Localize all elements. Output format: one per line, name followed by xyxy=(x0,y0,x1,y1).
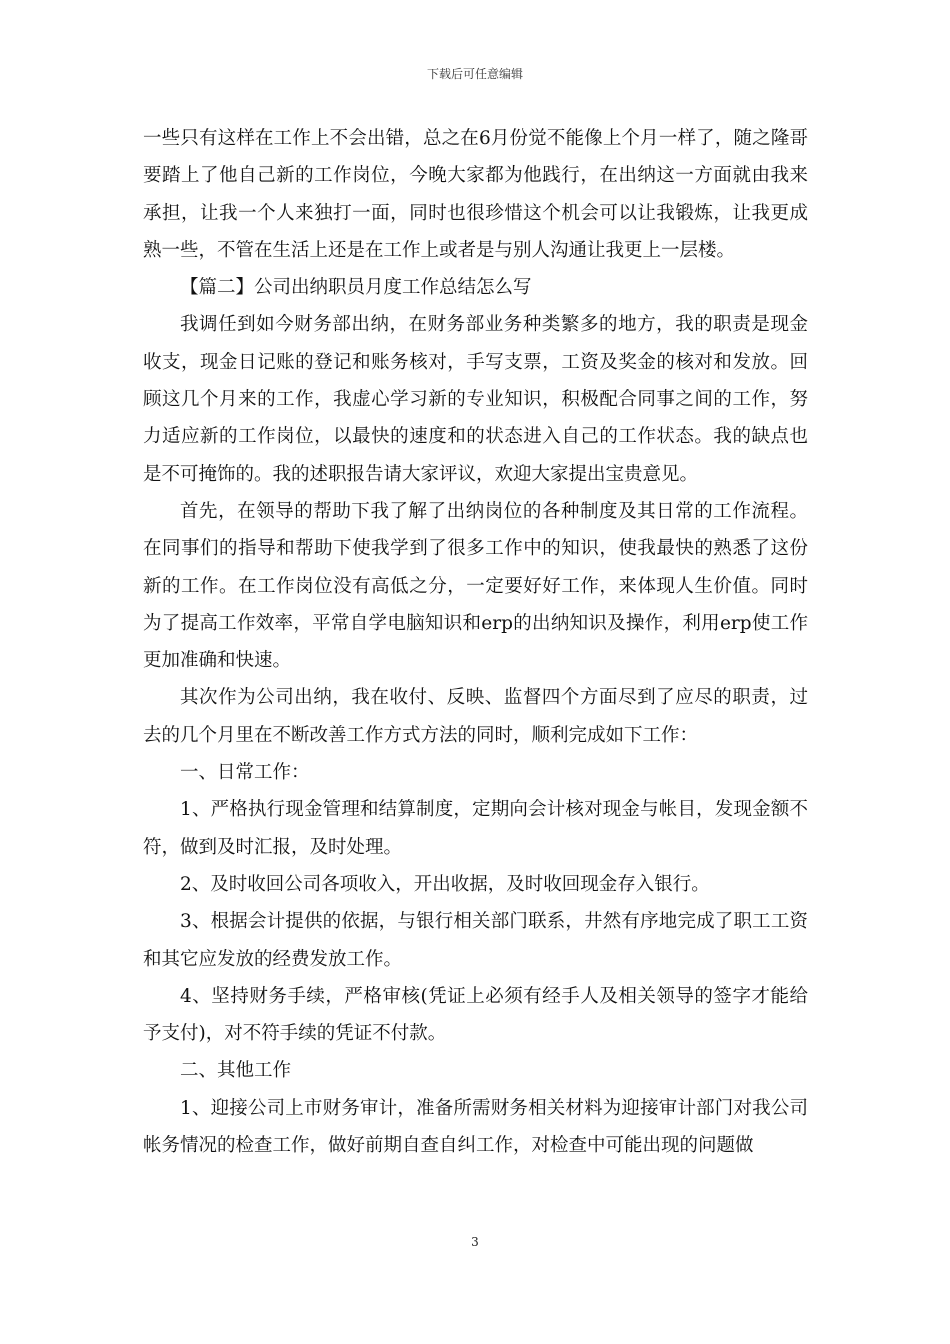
list-item: 1、严格执行现金管理和结算制度，定期向会计核对现金与帐目，发现金额不符，做到及时汇报，及时处理。 xyxy=(143,799,808,858)
section-heading: 【篇二】公司出纳职员月度工作总结怎么写 xyxy=(180,277,532,299)
page-number: 3 xyxy=(471,1235,479,1249)
list-item: 4、坚持财务手续，严格审核(凭证上必须有经手人及相关领导的签字才能给予支付)，对不符手续的凭证不付款。 xyxy=(143,985,808,1045)
paragraph: 其次作为公司出纳，我在收付、反映、监督四个方面尽到了应尽的职责，过去的几个月里在不断改善工作方式方法的同时，顺利完成如下工作： xyxy=(143,687,808,746)
document-body xyxy=(143,120,808,1164)
paragraph: 我调任到如今财务部出纳，在财务部业务种类繁多的地方，我的职责是现金收支，现金日记账的登记和账务核对，手写支票，工资及奖金的核对和发放。回顾这几个月来的工作，我虚心学习新的专业知识，积极配合同事之间的工作，努力适应新的工作岗位，以最快的速度和的状态进入自己的工作状态。我的缺点也是不可掩饰的。我的述职报告请大家评议，欢迎大家提出宝贵意见。 xyxy=(143,314,808,485)
paragraph-continuation: 一些只有这样在工作上不会出错，总之在6月份觉不能像上个月一样了，随之隆哥要踏上了他自己新的工作岗位，今晚大家都为他践行，在出纳这一方面就由我来承担，让我一个人来独打一面，同时也很珍惜这个机会可以让我锻炼，让我更成熟一些，不管在生活上还是在工作上或者是与别人沟通让我更上一层楼。 xyxy=(143,128,808,261)
subsection-heading: 二、其他工作 xyxy=(180,1060,292,1082)
paragraph: 首先，在领导的帮助下我了解了出纳岗位的各种制度及其日常的工作流程。在同事们的指导和帮助下使我学到了很多工作中的知识，使我最快的熟悉了这份新的工作。在工作岗位没有高低之分，一定要好好工作，来体现人生价值。同时为了提高工作效率，平常自学电脑知识和erp的出纳知识及操作，利用erp使工作更加准确和快速。 xyxy=(143,500,808,672)
list-item: 2、及时收回公司各项收入，开出收据，及时收回现金存入银行。 xyxy=(180,873,710,895)
page-header: 下载后可任意编辑 xyxy=(426,67,523,81)
list-item: 1、迎接公司上市财务审计，准备所需财务相关材料为迎接审计部门对我公司帐务情况的检查工作，做好前期自查自纠工作，对检查中可能出现的问题做 xyxy=(143,1097,808,1157)
list-item: 3、根据会计提供的依据，与银行相关部门联系，井然有序地完成了职工工资和其它应发放的经费发放工作。 xyxy=(143,911,808,970)
subsection-heading: 一、日常工作： xyxy=(180,762,310,784)
